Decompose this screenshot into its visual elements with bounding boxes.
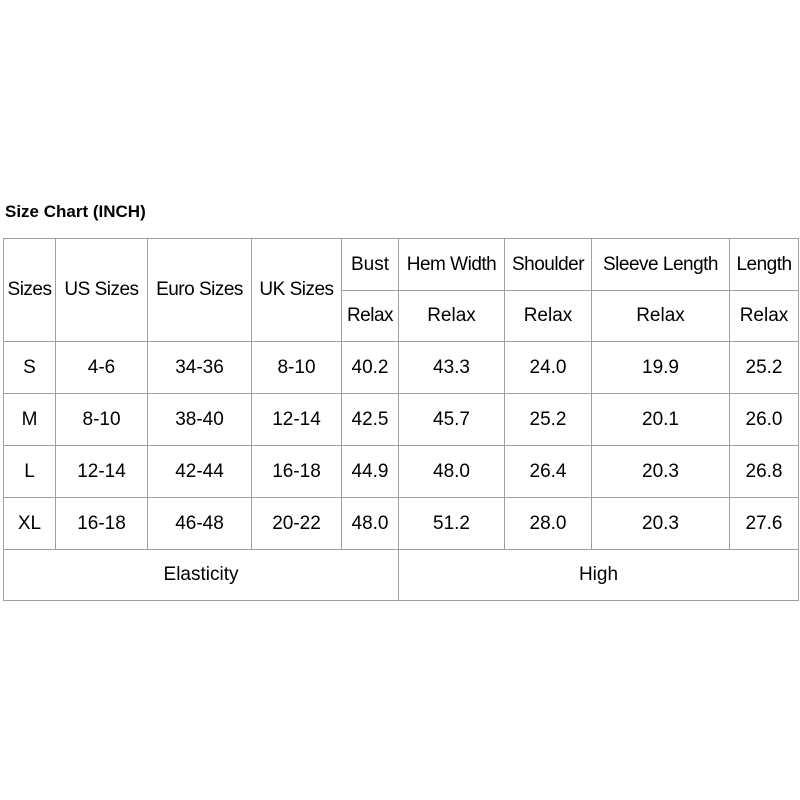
cell-sleeve-length: 20.1 <box>592 394 730 446</box>
cell-bust: 44.9 <box>342 446 399 498</box>
subheader-hem-width-relax: Relax <box>399 291 505 342</box>
cell-size: L <box>4 446 56 498</box>
cell-uk-size: 20-22 <box>252 498 342 550</box>
cell-length: 25.2 <box>730 342 799 394</box>
header-euro-sizes: Euro Sizes <box>148 239 252 342</box>
cell-hem-width: 43.3 <box>399 342 505 394</box>
cell-euro-size: 46-48 <box>148 498 252 550</box>
size-chart-table <box>3 238 799 601</box>
cell-hem-width: 48.0 <box>399 446 505 498</box>
table-row <box>4 342 799 394</box>
cell-sleeve-length: 20.3 <box>592 446 730 498</box>
subheader-shoulder-relax: Relax <box>505 291 592 342</box>
header-length: Length <box>730 239 799 291</box>
cell-us-size: 8-10 <box>56 394 148 446</box>
header-uk-sizes: UK Sizes <box>252 239 342 342</box>
cell-sleeve-length: 19.9 <box>592 342 730 394</box>
size-chart-title: Size Chart (INCH) <box>5 202 146 221</box>
cell-us-size: 4-6 <box>56 342 148 394</box>
cell-size: S <box>4 342 56 394</box>
header-hem-width: Hem Width <box>399 239 505 291</box>
cell-uk-size: 12-14 <box>252 394 342 446</box>
cell-hem-width: 51.2 <box>399 498 505 550</box>
header-row <box>4 239 799 291</box>
cell-shoulder: 28.0 <box>505 498 592 550</box>
cell-bust: 42.5 <box>342 394 399 446</box>
cell-uk-size: 16-18 <box>252 446 342 498</box>
elasticity-label: Elasticity <box>4 550 399 601</box>
cell-bust: 48.0 <box>342 498 399 550</box>
cell-length: 27.6 <box>730 498 799 550</box>
cell-us-size: 12-14 <box>56 446 148 498</box>
cell-bust: 40.2 <box>342 342 399 394</box>
cell-shoulder: 24.0 <box>505 342 592 394</box>
elasticity-value: High <box>399 550 799 601</box>
header-bust: Bust <box>342 239 399 291</box>
cell-us-size: 16-18 <box>56 498 148 550</box>
header-us-sizes: US Sizes <box>56 239 148 342</box>
elasticity-row <box>4 550 799 601</box>
table-row <box>4 498 799 550</box>
cell-shoulder: 25.2 <box>505 394 592 446</box>
header-sizes: Sizes <box>4 239 56 342</box>
subheader-length-relax: Relax <box>730 291 799 342</box>
subheader-bust-relax: Relax <box>342 291 399 342</box>
cell-euro-size: 34-36 <box>148 342 252 394</box>
cell-size: M <box>4 394 56 446</box>
cell-euro-size: 38-40 <box>148 394 252 446</box>
cell-length: 26.0 <box>730 394 799 446</box>
cell-shoulder: 26.4 <box>505 446 592 498</box>
cell-sleeve-length: 20.3 <box>592 498 730 550</box>
table-row <box>4 446 799 498</box>
subheader-sleeve-length-relax: Relax <box>592 291 730 342</box>
cell-size: XL <box>4 498 56 550</box>
cell-uk-size: 8-10 <box>252 342 342 394</box>
header-shoulder: Shoulder <box>505 239 592 291</box>
header-sleeve-length: Sleeve Length <box>592 239 730 291</box>
cell-hem-width: 45.7 <box>399 394 505 446</box>
cell-euro-size: 42-44 <box>148 446 252 498</box>
cell-length: 26.8 <box>730 446 799 498</box>
table-row <box>4 394 799 446</box>
